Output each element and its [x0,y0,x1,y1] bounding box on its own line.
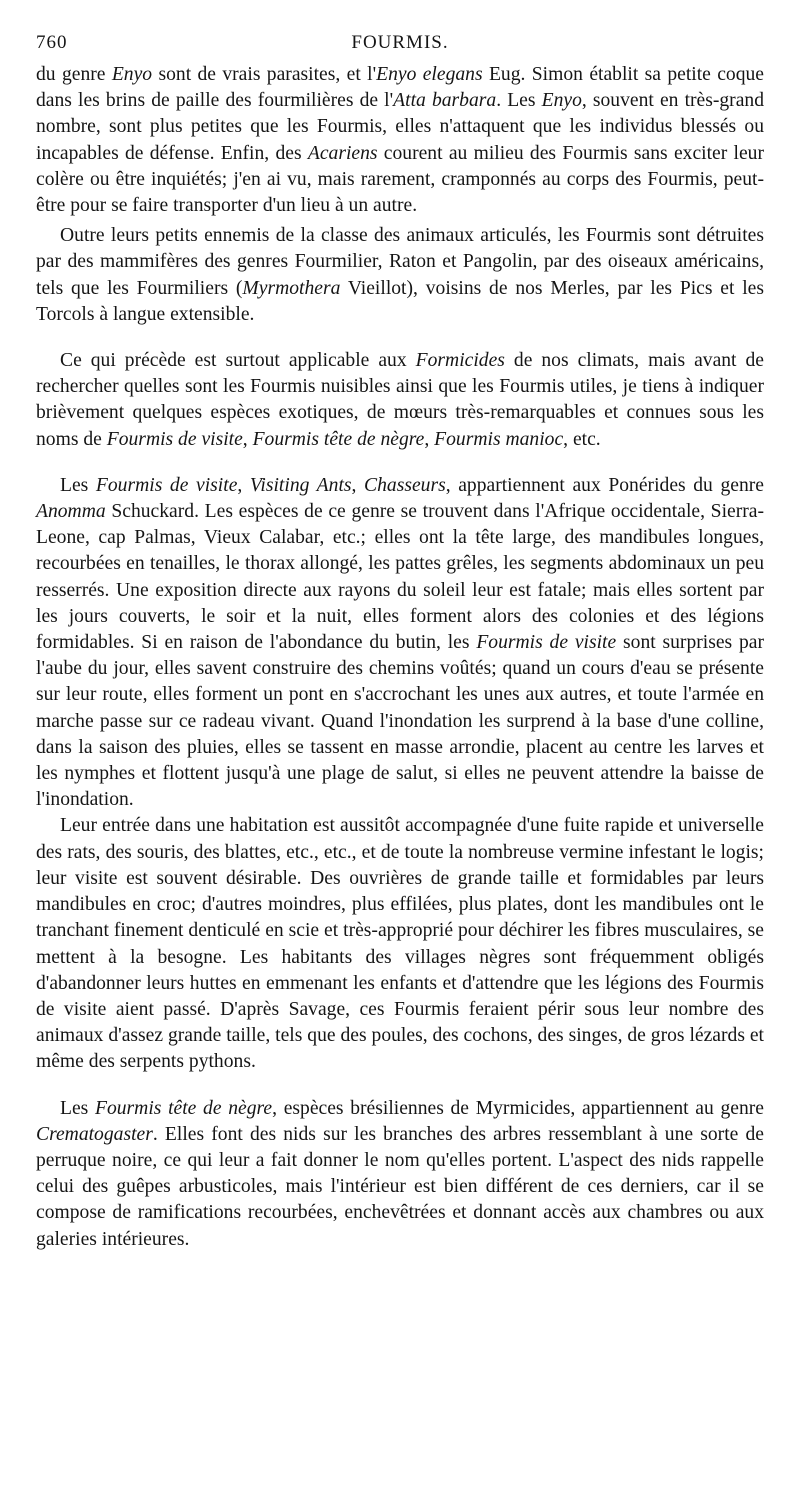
text-run: , souvent en très-grand nombre, sont plus petites que les Fourmis, elles n'attaquent que les individus blessés ou incapables de défense. Enfin, des [36,90,764,164]
text-run: sont de vrais parasites, et l' [152,64,377,85]
italic-text: Anomma [36,501,106,523]
text-run: Leur entrée dans une habitation est aussitôt accompagnée d'une fuite rapide et universelle des rats, des souris, des blattes, etc., etc., et de toute la nombreuse vermine infestant le logis; leur visite est souvent désirable. Des ouvrières de grande taille et formidables par leurs mandibules en croc; d'autres moindres, plus effilées, plus plates, dont les mandibules ont le tranchant finement denticulé en scie et très-approprié pour déchirer les fibres musculaires, se mettent à la besogne. Les habitants des villages nègres sont fréquemment obligés d'abandonner leurs huttes en emmenant les enfants et d'attendre que les légions des Fourmis de visite aient passé. D'après Savage, ces Fourmis feraient périr sous leur nombre des animaux d'assez grande taille, tels que des poules, des cochons, des singes, de gros lézards et même des serpents pythons. [36,815,764,1073]
text-run: du genre [36,64,112,85]
text-run: , etc. [563,428,601,450]
italic-text: Crematogaster [36,1123,153,1145]
italic-text: Formicides [415,350,505,372]
body-text [36,62,764,1253]
paragraph [36,1096,764,1253]
text-run: , appartiennent aux Ponérides du genre [445,474,764,496]
text-run: Eug. Simon établit sa petite coque dans les brins de paille des fourmilières de l' [36,64,765,112]
text-run: , [424,428,435,450]
italic-text: Atta barbara [393,90,497,112]
italic-text: Fourmis tête de nègre [94,1097,273,1119]
page-header [36,28,764,62]
paragraph [36,223,764,328]
italic-text: Fourmis manioc [434,428,564,450]
text-run: Outre leurs petits ennemis de la classe des animaux articulés, les Fourmis sont détruites par des mammifères des genres Fourmilier, Raton et Pangolin, par des oiseaux américains, tels que les Fourmiliers ( [36,225,764,299]
text-run: sont surprises par l'aube du jour, elles savent construire des chemins voûtés; quand un cours d'eau se présente sur leur route, elles forment un pont en s'accrochant les unes aux autres, et toute l'armée en marche passe sur ce radeau vivant. Quand l'inondation les surprend à la base d'une colline, dans la saison des pluies, elles se tassent en masse arrondie, placent au centre les larves et les nymphes et flottent jusqu'à une plage de salut, si elles ne peuvent attendre la baisse de l'inondation. [36,632,764,811]
text-run: Schuckard. Les espèces de ce genre se trouvent dans l'Afrique occidentale, Sierra-Leone, cap Palmas, Vieux Calabar, etc.; elles ont la tête large, des mandibules longues, recourbées en tenailles, le thorax allongé, les pattes grêles, les segments abdominaux un peu resserrés. Une exposition directe aux rayons du soleil leur est fatale; mais elles sortent par les jours couverts, le soir et la nuit, elles forment alors des colonies et des légions formidables. Si en raison de l'abondance du butin, les [36,501,764,654]
text-run: Les [60,474,96,496]
text-run: Ce qui précède est surtout applicable aux [60,350,416,372]
italic-text: Acariens [307,142,378,164]
text-run: , [237,474,250,496]
text-run: Vieillot), voisins de nos Merles, par les Pics et les Torcols à langue extensible. [36,277,764,325]
italic-text: Enyo [111,64,153,85]
text-run: . Les [496,90,542,112]
text-run: , [242,428,253,450]
italic-text: Fourmis de visite [106,428,243,450]
paragraph [36,348,764,453]
italic-text: Fourmis de visite [476,632,617,654]
italic-text: Fourmis tête de nègre [252,428,425,450]
italic-text: Chasseurs [364,474,446,496]
text-run: courent au milieu des Fourmis sans exciter leur colère ou être inquiétés; j'en ai vu, mais rarement, cramponnés au corps des Fourmis, peut-être pour se faire transporter d'un lieu à un autre. [36,142,764,217]
paragraph [36,813,764,1075]
paragraph [36,62,764,219]
italic-text: Myrmothera [242,277,341,299]
paragraph [36,473,764,814]
italic-text: Enyo elegans [376,64,483,85]
text-run: , espèces brésiliennes de Myrmicides, appartiennent au genre [272,1097,764,1119]
italic-text: Visiting Ants [249,474,352,496]
text-run: , [351,474,365,496]
running-title: FOURMIS. [351,32,449,53]
text-run: de nos climats, mais avant de rechercher quelles sont les Fourmis nuisibles ainsi que les Fourmis utiles, je tiens à indiquer brièvement quelques espèces exotiques, de mœurs très-remarquables et connues sous les noms de [36,350,764,450]
italic-text: Fourmis de visite [95,474,238,496]
text-run: Les [60,1097,95,1119]
italic-text: Enyo [541,90,582,112]
text-run: . Elles font des nids sur les branches des arbres ressemblant à une sorte de perruque noire, ce qui leur a fait donner le nom qu'elles portent. L'aspect des nids rappelle celui des guêpes arbusticoles, mais l'intérieur est bien différent de ces derniers, car il se compose de ramifications recourbées, enchevêtrées et donnant accès aux chambres ou aux galeries intérieures. [36,1123,764,1250]
page-number: 760 [36,32,68,53]
